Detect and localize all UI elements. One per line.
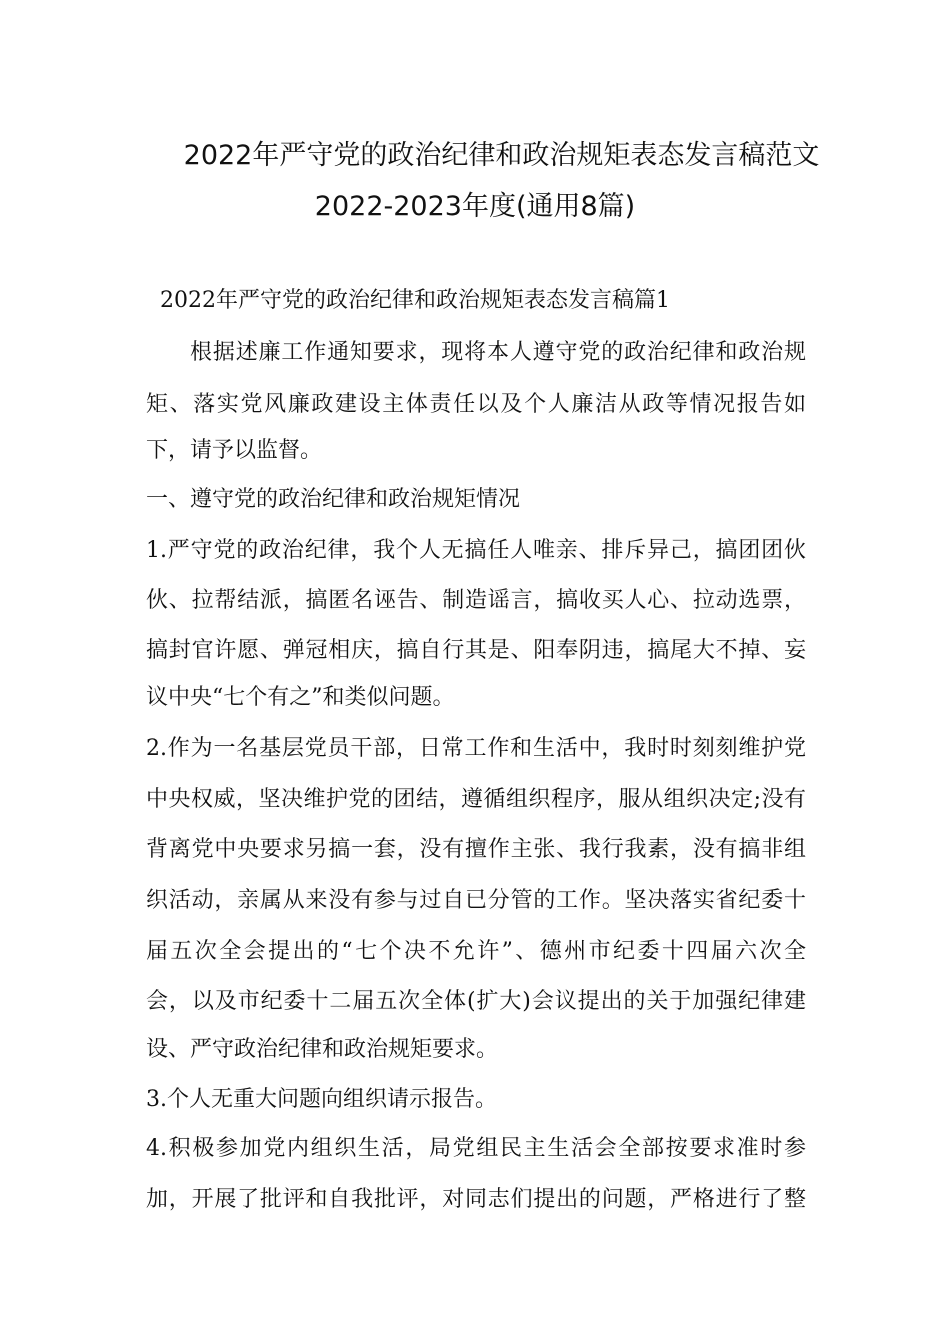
paragraph-line: 背离党中央要求另搞一套，没有擅作主张、我行我素，没有搞非组 (146, 837, 806, 862)
paragraph-line: 设、严守政治纪律和政治规矩要求。 (146, 1037, 499, 1062)
paragraph-line: 4.积极参加党内组织生活，局党组民主生活会全部按要求准时参 (146, 1136, 806, 1161)
paragraph-line: 加，开展了批评和自我批评，对同志们提出的问题，严格进行了整 (146, 1187, 806, 1212)
paragraph-line: 1.严守党的政治纪律，我个人无搞任人唯亲、排斥异己，搞团团伙 (146, 538, 806, 563)
paragraph-line: 届五次全会提出的“七个决不允许”、德州市纪委十四届六次全 (146, 939, 806, 964)
paragraph-line: 下，请予以监督。 (146, 438, 323, 463)
paragraph-line: 2.作为一名基层党员干部，日常工作和生活中，我时时刻刻维护党 (146, 736, 806, 761)
paragraph-line: 织活动，亲属从来没有参与过自已分管的工作。坚决落实省纪委十 (146, 888, 806, 913)
section-subtitle: 2022年严守党的政治纪律和政治规矩表态发言稿篇1 (160, 288, 670, 313)
paragraph-line: 会，以及市纪委十二届五次全体(扩大)会议提出的关于加强纪律建 (146, 989, 806, 1014)
document-title-line-2: 2022-2023年度(通用8篇) (314, 191, 636, 222)
paragraph-line: 搞封官许愿、弹冠相庆，搞自行其是、阳奉阴违，搞尾大不掉、妄 (146, 638, 806, 663)
document-title-line-1: 2022年严守党的政治纪律和政治规矩表态发言稿范文 (183, 140, 820, 171)
paragraph-line: 3.个人无重大问题向组织请示报告。 (146, 1087, 497, 1112)
section-heading: 一、遵守党的政治纪律和政治规矩情况 (146, 487, 521, 512)
paragraph-line: 中央权威，坚决维护党的团结，遵循组织程序，服从组织决定;没有 (146, 787, 806, 812)
paragraph-line: 根据述廉工作通知要求，现将本人遵守党的政治纪律和政治规 (190, 340, 806, 365)
paragraph-line: 伙、拉帮结派，搞匿名诬告、制造谣言，搞收买人心、拉动选票， (146, 588, 806, 613)
paragraph-line: 议中央“七个有之”和类似问题。 (146, 685, 455, 710)
paragraph-line: 矩、落实党风廉政建设主体责任以及个人廉洁从政等情况报告如 (146, 392, 806, 417)
